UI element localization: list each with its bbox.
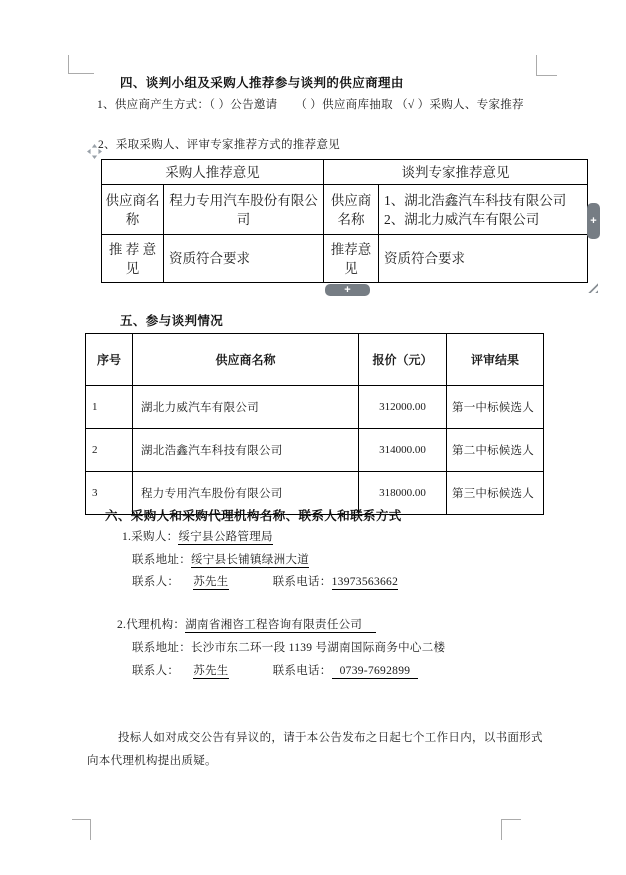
recommendation-table	[101, 159, 588, 283]
purchaser-phone: 13973563662	[331, 576, 399, 588]
row-supplier: 程力专用汽车股份有限公司	[133, 472, 359, 515]
purchaser-line	[122, 528, 273, 545]
purchaser-opinion: 资质符合要求	[164, 235, 324, 283]
text-boundary-mark-bottom-left	[72, 819, 91, 840]
section6-heading: 六、采购人和采购代理机构名称、联系人和联系方式	[105, 509, 402, 523]
purchaser-label: 1.采购人：	[122, 531, 179, 543]
section4-item2: 2、采取采购人、评审专家推荐方式的推荐意见	[98, 139, 341, 151]
expert-supplier-list	[379, 185, 588, 235]
expert-supplier-2: 2、湖北力威汽车有限公司	[384, 211, 540, 227]
supplier-label-left: 供应商名称	[102, 185, 164, 235]
expert-supplier-1: 1、湖北浩鑫汽车科技有限公司	[384, 192, 567, 208]
closing-note: 投标人如对成交公告有异议的，请于本公告发布之日起七个工作日内，以书面形式向本代理机构提出质疑。	[87, 732, 543, 767]
agency-name: 湖南省湘咨工程咨询有限责任公司	[185, 619, 376, 633]
text-boundary-mark-top-right	[536, 55, 557, 76]
purchaser-address: 绥宁县长铺镇绿洲大道	[191, 554, 309, 566]
agency-contact-line	[132, 662, 418, 679]
purchaser-recommend-header: 采购人推荐意见	[102, 160, 324, 185]
col-header-index: 序号	[86, 334, 133, 386]
purchaser-contact-label: 联系人：	[132, 576, 180, 588]
agency-contact-name: 苏先生	[193, 665, 229, 677]
section4-heading: 四、谈判小组及采购人推荐参与谈判的供应商理由	[120, 76, 404, 90]
row-price: 318000.00	[359, 472, 447, 515]
negotiation-result-table	[85, 333, 544, 515]
purchaser-contact-line	[132, 573, 398, 590]
purchaser-address-label: 联系地址：	[132, 554, 191, 566]
agency-address-line	[132, 639, 445, 655]
expert-recommend-header: 谈判专家推荐意见	[324, 160, 588, 185]
add-column-button[interactable]: +	[587, 203, 600, 239]
opinion-label-right: 推荐意见	[324, 235, 379, 283]
opinion-label-left: 推 荐 意 见	[102, 235, 164, 283]
agency-line	[117, 616, 376, 633]
row-supplier: 湖北力威汽车有限公司	[133, 386, 359, 429]
table-move-handle-icon[interactable]	[87, 144, 102, 159]
row-index: 3	[86, 472, 133, 515]
agency-address-label: 联系地址：	[132, 642, 191, 654]
col-header-result: 评审结果	[447, 334, 544, 386]
row-price: 314000.00	[359, 429, 447, 472]
table-row	[86, 386, 544, 429]
text-boundary-mark-bottom-right	[501, 819, 521, 840]
col-header-price: 报价（元）	[359, 334, 447, 386]
purchaser-address-line	[132, 551, 309, 568]
row-price: 312000.00	[359, 386, 447, 429]
agency-phone: 0739-7692899	[332, 665, 419, 679]
section5-heading: 五、参与谈判情况	[120, 314, 224, 328]
agency-contact-label: 联系人：	[132, 665, 180, 677]
purchaser-name: 绥宁县公路管理局	[178, 531, 273, 543]
row-index: 1	[86, 386, 133, 429]
add-row-button[interactable]: +	[325, 284, 370, 296]
supplier-label-right: 供应商名称	[324, 185, 379, 235]
table-row	[86, 429, 544, 472]
row-index: 2	[86, 429, 133, 472]
agency-phone-label: 联系电话：	[272, 665, 332, 677]
row-result: 第二中标候选人	[447, 429, 544, 472]
text-boundary-mark-top-left	[68, 55, 94, 74]
section4-item1: 1、供应商产生方式：（ ）公告邀请 （ ）供应商库抽取 （√ ）采购人、专家推荐	[97, 99, 524, 111]
row-result: 第一中标候选人	[447, 386, 544, 429]
row-result: 第三中标候选人	[447, 472, 544, 515]
purchaser-phone-label: 联系电话：	[272, 576, 332, 588]
agency-address: 长沙市东二环一段 1139 号湖南国际商务中心二楼	[191, 642, 446, 654]
agency-label: 2.代理机构：	[117, 619, 186, 631]
purchaser-contact-name: 苏先生	[193, 576, 229, 588]
purchaser-supplier-name: 程力专用汽车股份有限公司	[164, 185, 324, 235]
row-supplier: 湖北浩鑫汽车科技有限公司	[133, 429, 359, 472]
expert-opinion: 资质符合要求	[379, 235, 588, 283]
col-header-supplier: 供应商名称	[133, 334, 359, 386]
